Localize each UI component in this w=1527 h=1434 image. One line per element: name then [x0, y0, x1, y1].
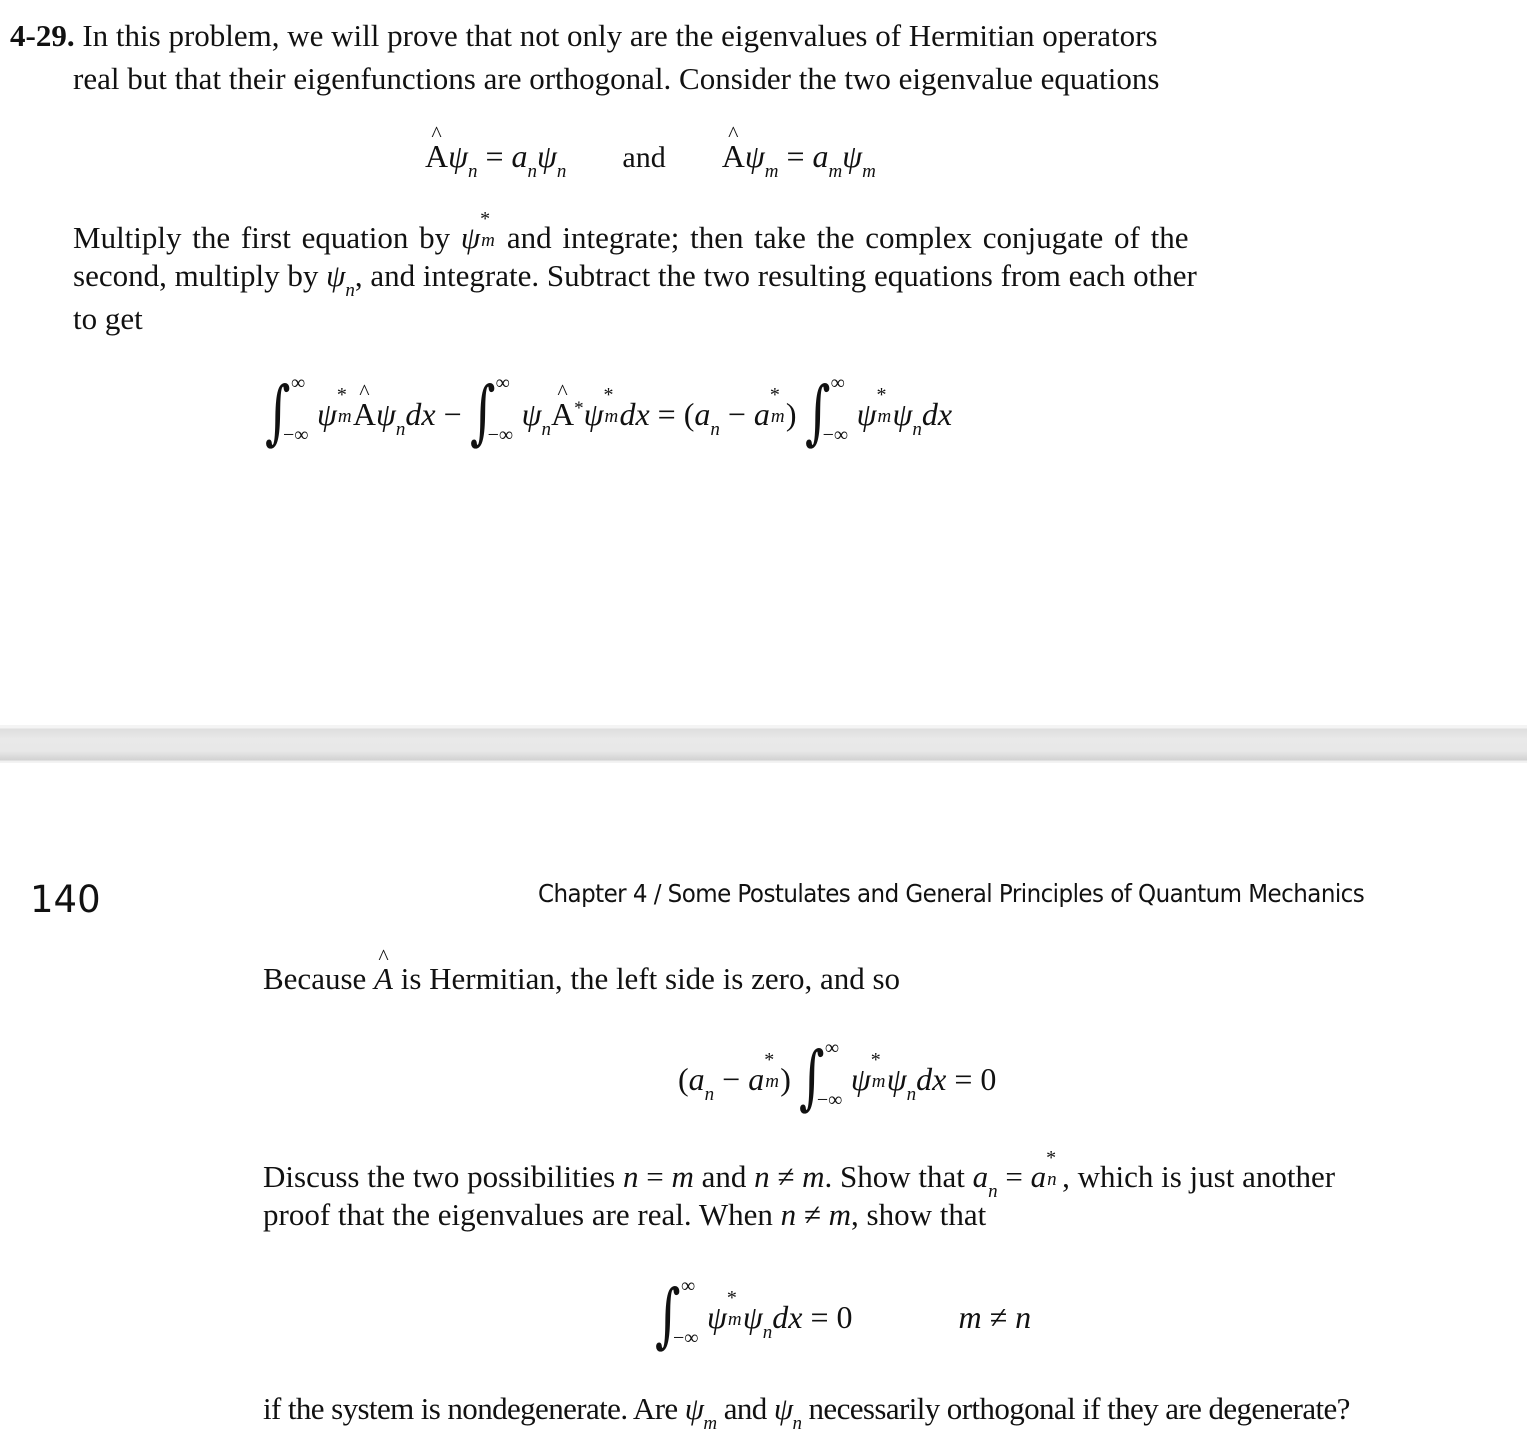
discuss-line-2: proof that the eigenvalues are real. When n ≠ m, show that	[263, 1197, 987, 1232]
page-number: 140	[30, 878, 101, 921]
page-separator	[0, 725, 1527, 765]
intro-text-2: real but that their eigenfunctions are orthogonal. Consider the two eigenvalue equations	[73, 61, 1160, 96]
problem-number: 4-29.	[10, 18, 75, 53]
integral-sign: ∫ ∞ −∞	[655, 1274, 699, 1356]
intro-text-1: In this problem, we will prove that not only are the eigenvalues of Hermitian operators	[82, 18, 1158, 53]
problem-intro-line-2	[73, 63, 1159, 94]
page-bottom	[0, 763, 1527, 1433]
because-line: Because ^ A is Hermitian, the left side is zero, and so	[263, 963, 900, 994]
integral-sign: ∫ ∞ −∞	[469, 371, 514, 453]
operator-a-hat: ^ A	[374, 963, 393, 994]
subtraction-equation: ∫ ∞ −∞ ψ * m ^ $A\psi_ndx$ − ∫ ∞ −∞ $\psi_n\^{}$ A*ψ * m dx = ($a_n - a$ * m ) ∫ ∞ −∞ ψ * m $\psi_ndx$	[265, 393, 952, 435]
operator-a-hat: ^ A	[353, 398, 376, 430]
paragraph-2-line-2: second, multiply by $\psi_n$, and integrate. Subtract the two resulting equations from each other	[73, 258, 1197, 301]
operator-a-hat: ^ A	[722, 140, 745, 172]
integral-sign: ∫ ∞ −∞	[798, 1036, 843, 1118]
integral-sign: ∫ ∞ −∞	[804, 371, 849, 453]
discuss-line-1: Discuss the two possibilities n = m and n ≠ m. Show that $a_n = a$ * n , which is just another	[263, 1147, 1336, 1202]
operator-a-hat: ^ A	[425, 140, 448, 172]
orthogonality-equation: ($a_n - a$ * m ) ∫ ∞ −∞ ψ * m $\psi_ndx = 0$	[678, 1036, 997, 1118]
orthogonality-result-equation: ∫ ∞ −∞ ψ * m $\psi_ndx = 0$ m ≠ n	[655, 1274, 1032, 1356]
paragraph-2-line-1: Multiply the first equation by ψ * m and integrate; then take the complex conjugate of the	[73, 208, 1189, 255]
operator-a-hat: ^ A	[551, 398, 574, 430]
integral-sign: ∫ ∞ −∞	[265, 371, 309, 453]
final-question-line: if the system is nondegenerate. Are $\psi_m$ and $\psi_n$ necessarily orthogonal if they are degenerate?	[263, 1391, 1350, 1434]
eigenvalue-equations: ^ $A\psi_n = a_n\psi_n$ and ^ $A\psi_m = a_m\psi_m$	[425, 140, 876, 173]
problem-intro-line-1	[10, 20, 1158, 51]
and-connector: and	[622, 141, 666, 174]
running-header: Chapter 4 / Some Postulates and General Principles of Quantum Mechanics	[538, 879, 1365, 908]
paragraph-2-line-3: to get	[73, 301, 143, 336]
